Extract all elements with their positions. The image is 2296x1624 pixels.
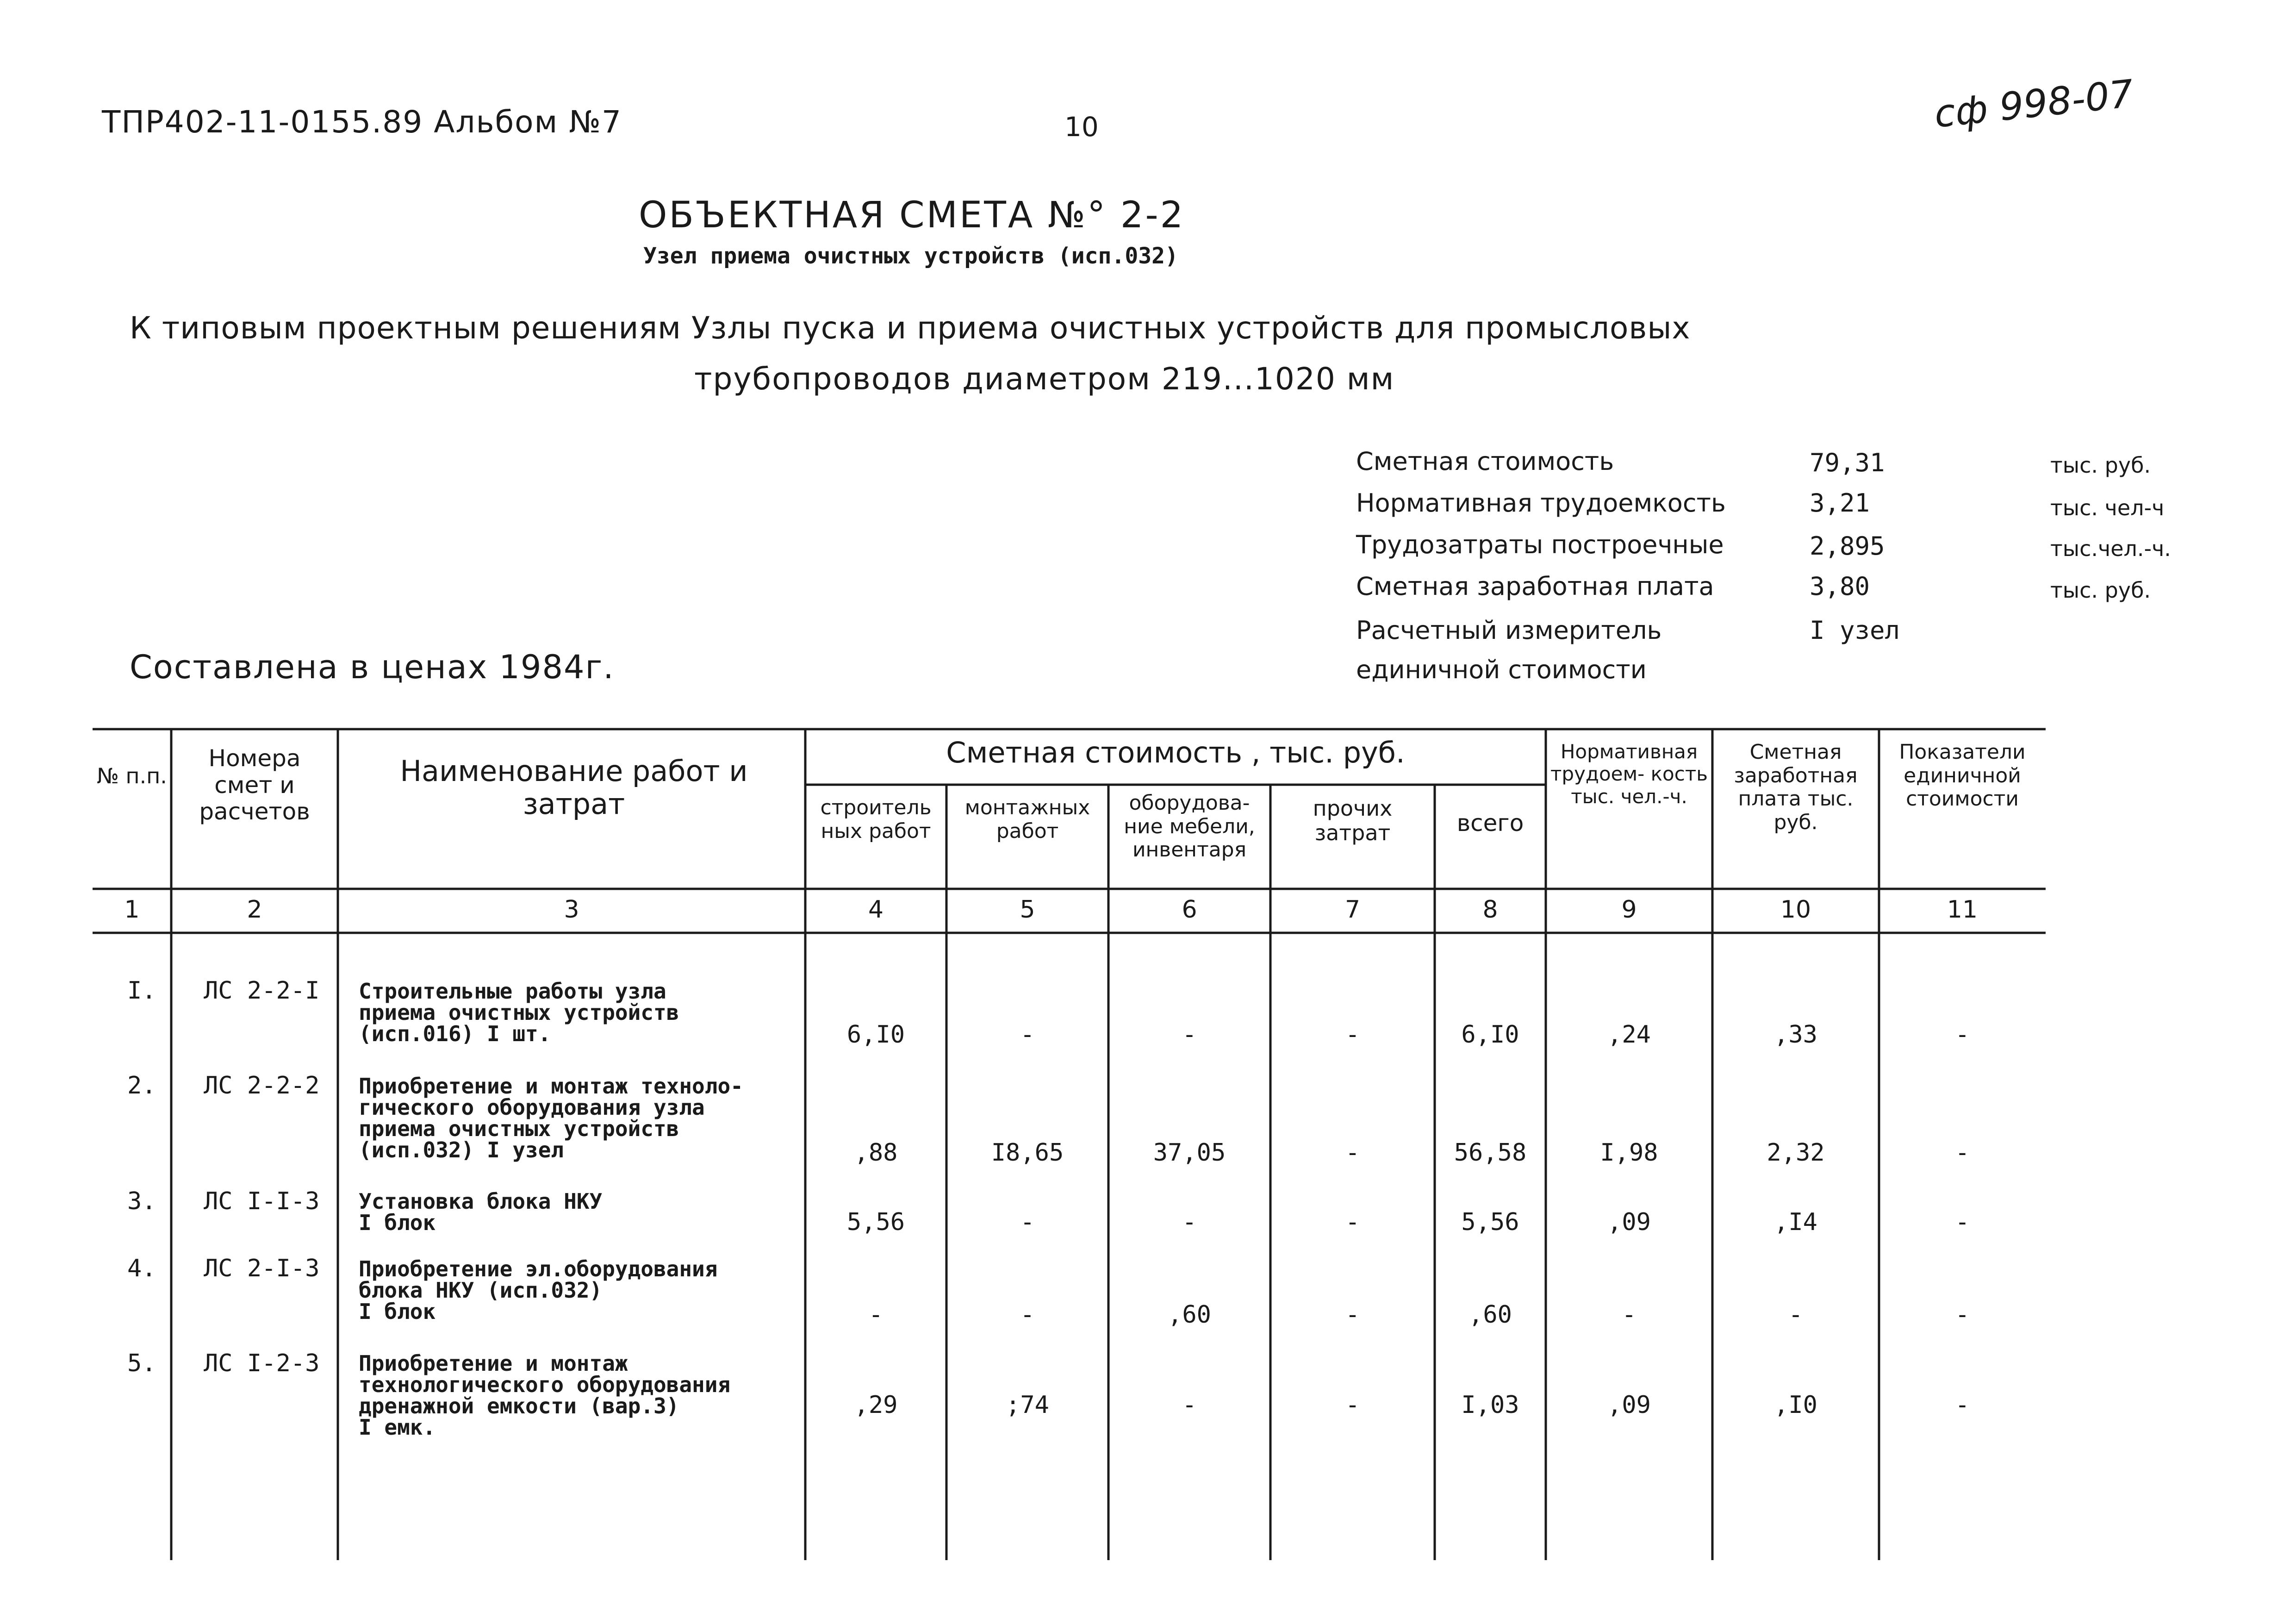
summary-unit: тыс. руб. (2050, 578, 2151, 603)
row-estimate-code: ЛС 2-I-3 (204, 1255, 320, 1282)
row-equipment-cost: 37,05 (1153, 1139, 1226, 1167)
row-work-name: Установка блока НКУ I блок (359, 1189, 603, 1235)
row-labor-intensity: - (1622, 1301, 1636, 1329)
header-estimate-numbers: Номера смет и расчетов (199, 745, 310, 825)
row-installation-cost: I8,65 (991, 1139, 1064, 1167)
row-labor-intensity: ,24 (1607, 1021, 1651, 1049)
row-unit-cost: - (1955, 1021, 1970, 1049)
row-number: 5. (127, 1349, 156, 1377)
summary-label: Нормативная трудоемкость (1356, 488, 1726, 518)
estimate-subtitle: Узел приема очистных устройств (исп.032) (643, 243, 1178, 269)
row-work-name: Приобретение и монтаж технологического оборудования дренажной емкости (вар.3) I емк. (359, 1351, 731, 1440)
row-estimate-code: ЛС 2-2-2 (204, 1072, 320, 1099)
row-equipment-cost: - (1182, 1208, 1197, 1236)
summary-unit: тыс. чел-ч (2050, 495, 2165, 520)
column-number: 8 (1482, 896, 1498, 924)
row-work-name: Строительные работы узла приема очистных устройств (исп.016) I шт. (359, 979, 679, 1046)
row-installation-cost: - (1020, 1208, 1035, 1236)
row-work-name: Приобретение эл.оборудования блока НКУ (исп.032) I блок (359, 1256, 718, 1324)
summary-unit: тыс. руб. (2050, 453, 2151, 478)
summary-value: 3,80 (1810, 572, 1870, 601)
row-wages: ,33 (1774, 1021, 1817, 1049)
row-labor-intensity: ,09 (1607, 1391, 1651, 1419)
column-number: 11 (1947, 896, 1978, 924)
row-construction-cost: 5,56 (846, 1208, 905, 1236)
summary-value: I узел (1810, 616, 1900, 645)
row-estimate-code: ЛС I-2-3 (204, 1349, 320, 1377)
row-number: 2. (127, 1072, 156, 1099)
column-number: 9 (1621, 896, 1637, 924)
solutions-line-1: К типовым проектным решениям Узлы пуска и приема очистных устройств для промысловых (130, 310, 1691, 346)
column-number: 2 (247, 896, 262, 924)
row-wages: ,I0 (1774, 1391, 1817, 1419)
row-wages: 2,32 (1767, 1139, 1825, 1167)
header-equipment: оборудова- ние мебели, инвентаря (1124, 791, 1255, 862)
summary-value: 79,31 (1810, 448, 1885, 477)
row-equipment-cost: ,60 (1168, 1301, 1211, 1329)
row-wages: ,I4 (1774, 1208, 1817, 1236)
header-row-number: № п.п. (97, 763, 167, 788)
row-other-cost: - (1345, 1301, 1360, 1329)
row-number: I. (127, 977, 156, 1005)
row-installation-cost: ;74 (1006, 1391, 1049, 1419)
row-total-cost: 5,56 (1461, 1208, 1519, 1236)
header-construction-works: строитель ных работ (820, 796, 932, 843)
row-other-cost: - (1345, 1021, 1360, 1049)
summary-label: Сметная заработная плата (1356, 572, 1714, 601)
header-wages: Сметная заработная плата тыс. руб. (1734, 740, 1858, 834)
summary-label: единичной стоимости (1356, 655, 1647, 684)
row-estimate-code: ЛС I-I-3 (204, 1187, 320, 1215)
row-estimate-code: ЛС 2-2-I (204, 977, 320, 1005)
row-installation-cost: - (1020, 1301, 1035, 1329)
document-code: ТПР402-11-0155.89 Альбом №7 (102, 104, 622, 140)
row-total-cost: ,60 (1468, 1301, 1512, 1329)
row-number: 3. (127, 1187, 156, 1215)
summary-value: 3,21 (1810, 488, 1870, 518)
row-installation-cost: - (1020, 1021, 1035, 1049)
column-number: 5 (1020, 896, 1035, 924)
solutions-line-2: трубопроводов диаметром 219...1020 мм (694, 361, 1395, 397)
header-labor-intensity: Нормативная трудоем- кость тыс. чел.-ч. (1550, 740, 1708, 808)
row-work-name: Приобретение и монтаж техноло- гического оборудования узла приема очистных устройств (исп.032) I узел (359, 1074, 743, 1162)
summary-label: Сметная стоимость (1356, 447, 1614, 476)
summary-value: 2,895 (1810, 531, 1885, 561)
column-number: 7 (1344, 896, 1361, 924)
header-work-name: Наименование работ и затрат (400, 754, 748, 821)
row-other-cost: - (1345, 1208, 1360, 1236)
estimate-title: ОБЪЕКТНАЯ СМЕТА №° 2-2 (639, 194, 1185, 236)
header-installation-works: монтажных работ (964, 796, 1090, 843)
row-total-cost: 6,I0 (1461, 1021, 1519, 1049)
header-estimate-cost-group: Сметная стоимость , тыс. руб. (946, 736, 1405, 769)
column-number: 3 (564, 896, 579, 924)
summary-label: Трудозатраты построечные (1356, 530, 1724, 559)
row-construction-cost: 6,I0 (846, 1021, 905, 1049)
column-number: 10 (1780, 896, 1811, 924)
row-equipment-cost: - (1182, 1391, 1197, 1419)
column-number: 1 (124, 896, 140, 924)
row-number: 4. (127, 1255, 156, 1282)
header-unit-cost-indicators: Показатели единичной стоимости (1899, 740, 2026, 811)
summary-unit: тыс.чел.-ч. (2050, 536, 2171, 561)
row-unit-cost: - (1955, 1139, 1970, 1167)
summary-label: Расчетный измеритель (1356, 616, 1662, 645)
row-unit-cost: - (1955, 1391, 1970, 1419)
row-total-cost: I,03 (1461, 1391, 1519, 1419)
row-construction-cost: ,88 (854, 1139, 898, 1167)
row-unit-cost: - (1955, 1301, 1970, 1329)
header-total: всего (1456, 810, 1524, 837)
column-number: 4 (868, 896, 884, 924)
row-construction-cost: ,29 (854, 1391, 898, 1419)
row-equipment-cost: - (1182, 1021, 1197, 1049)
row-other-cost: - (1345, 1139, 1360, 1167)
row-unit-cost: - (1955, 1208, 1970, 1236)
row-wages: - (1788, 1301, 1803, 1329)
row-total-cost: 56,58 (1454, 1139, 1527, 1167)
row-labor-intensity: ,09 (1607, 1208, 1651, 1236)
header-other-costs: прочих затрат (1313, 796, 1393, 845)
price-basis-note: Составлена в ценах 1984г. (130, 648, 615, 686)
archive-number: сф 998-07 (1932, 72, 2136, 137)
column-number: 6 (1182, 896, 1197, 924)
row-labor-intensity: I,98 (1600, 1139, 1658, 1167)
row-construction-cost: - (868, 1301, 884, 1329)
row-other-cost: - (1345, 1391, 1360, 1419)
page-number: 10 (1064, 111, 1099, 143)
